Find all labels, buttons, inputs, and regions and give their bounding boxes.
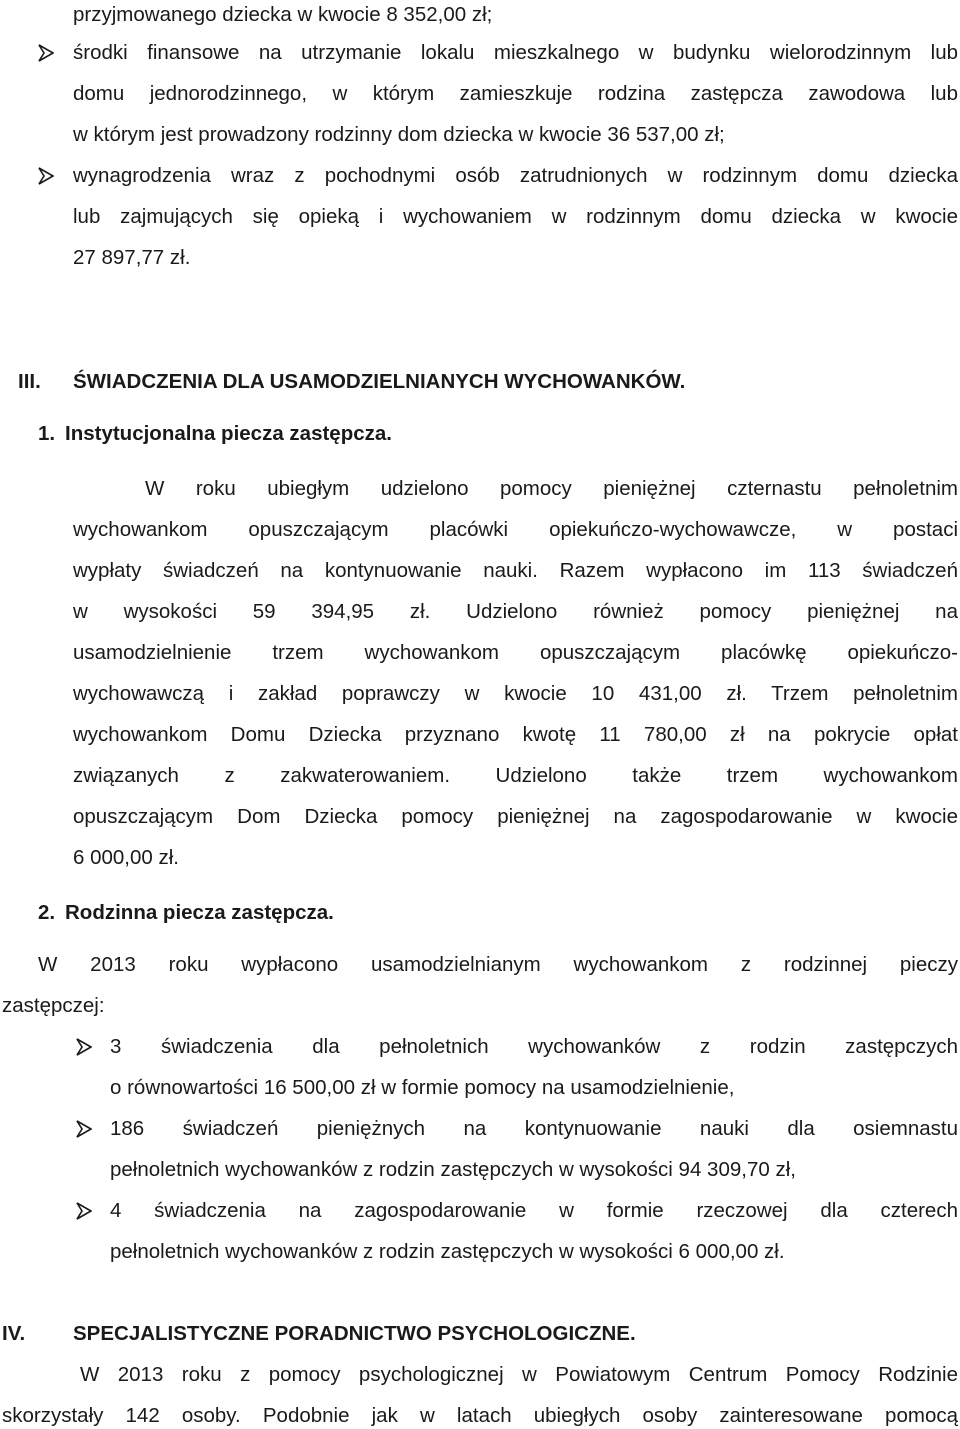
bullet-item-line: pełnoletnich wychowanków z rodzin zastępczych w wysokości 6 000,00 zł. [110, 1240, 785, 1263]
bullet-item-line: wynagrodzenia wraz z pochodnymi osób zatrudnionych w rodzinnym domu dziecka [73, 164, 958, 187]
bullet-item-line: w którym jest prowadzony rodzinny dom dziecka w kwocie 36 537,00 zł; [73, 123, 725, 146]
bullet-item-line: 3 świadczenia dla pełnoletnich wychowanków z rodzin zastępczych [110, 1035, 958, 1058]
bullet-item-line: środki finansowe na utrzymanie lokalu mieszkalnego w budynku wielorodzinnym lub [73, 41, 958, 64]
paragraph-line: W 2013 roku z pomocy psychologicznej w Powiatowym Centrum Pomocy Rodzinie [80, 1363, 958, 1386]
bullet-item-line: 186 świadczeń pieniężnych na kontynuowanie nauki dla osiemnastu [110, 1117, 958, 1140]
paragraph-line: W roku ubiegłym udzielono pomocy pieniężnej czternastu pełnoletnim [145, 477, 958, 500]
bullet-item-line: 4 świadczenia na zagospodarowanie w formie rzeczowej dla czterech [110, 1199, 958, 1222]
paragraph-line: związanych z zakwaterowaniem. Udzielono także trzem wychowankom [73, 764, 958, 787]
paragraph-line: wypłaty świadczeń na kontynuowanie nauki. Razem wypłacono im 113 świadczeń [73, 559, 958, 582]
arrowhead-bullet-icon [38, 44, 54, 62]
paragraph-line: W 2013 roku wypłacono usamodzielnianym wychowankom z rodzinnej pieczy [38, 953, 958, 976]
subsection-heading: Rodzinna piecza zastępcza. [65, 901, 334, 924]
paragraph-line: wychowankom opuszczającym placówki opiekuńczo-wychowawcze, w postaci [73, 518, 958, 541]
paragraph-line: skorzystały 142 osoby. Podobnie jak w latach ubiegłych osoby zainteresowane pomocą [2, 1404, 958, 1427]
arrowhead-bullet-icon [76, 1120, 92, 1138]
arrowhead-bullet-icon [76, 1038, 92, 1056]
paragraph-line: wychowawczą i zakład poprawczy w kwocie 10 431,00 zł. Trzem pełnoletnim [73, 682, 958, 705]
section-number: IV. [2, 1322, 26, 1345]
bullet-item-line: pełnoletnich wychowanków z rodzin zastępczych w wysokości 94 309,70 zł, [110, 1158, 796, 1181]
subsection-number: 1. [38, 422, 56, 445]
bullet-item-line: o równowartości 16 500,00 zł w formie pomocy na usamodzielnienie, [110, 1076, 735, 1099]
subsection-number: 2. [38, 901, 56, 924]
section-heading: SPECJALISTYCZNE PORADNICTWO PSYCHOLOGICZNE. [73, 1322, 636, 1345]
arrowhead-bullet-icon [76, 1202, 92, 1220]
bullet-item-line: domu jednorodzinnego, w którym zamieszkuje rodzina zastępcza zawodowa lub [73, 82, 958, 105]
paragraph-line: 6 000,00 zł. [73, 846, 179, 869]
section-heading: ŚWIADCZENIA DLA USAMODZIELNIANYCH WYCHOWANKÓW. [73, 370, 686, 393]
paragraph-line: opuszczającym Dom Dziecka pomocy pieniężnej na zagospodarowanie w kwocie [73, 805, 958, 828]
paragraph-line: w wysokości 59 394,95 zł. Udzielono również pomocy pieniężnej na [73, 600, 958, 623]
paragraph-line: wychowankom Domu Dziecka przyznano kwotę 11 780,00 zł na pokrycie opłat [73, 723, 958, 746]
section-number: III. [18, 370, 41, 393]
bullet-item-line: 27 897,77 zł. [73, 246, 191, 269]
paragraph-line: usamodzielnienie trzem wychowankom opuszczającym placówkę opiekuńczo- [73, 641, 958, 664]
subsection-heading: Instytucjonalna piecza zastępcza. [65, 422, 392, 445]
bullet-item-line: lub zajmujących się opieką i wychowaniem w rodzinnym domu dziecka w kwocie [73, 205, 958, 228]
arrowhead-bullet-icon [38, 167, 54, 185]
paragraph-line: zastępczej: [2, 994, 105, 1017]
continuation-text: przyjmowanego dziecka w kwocie 8 352,00 zł; [73, 3, 493, 26]
